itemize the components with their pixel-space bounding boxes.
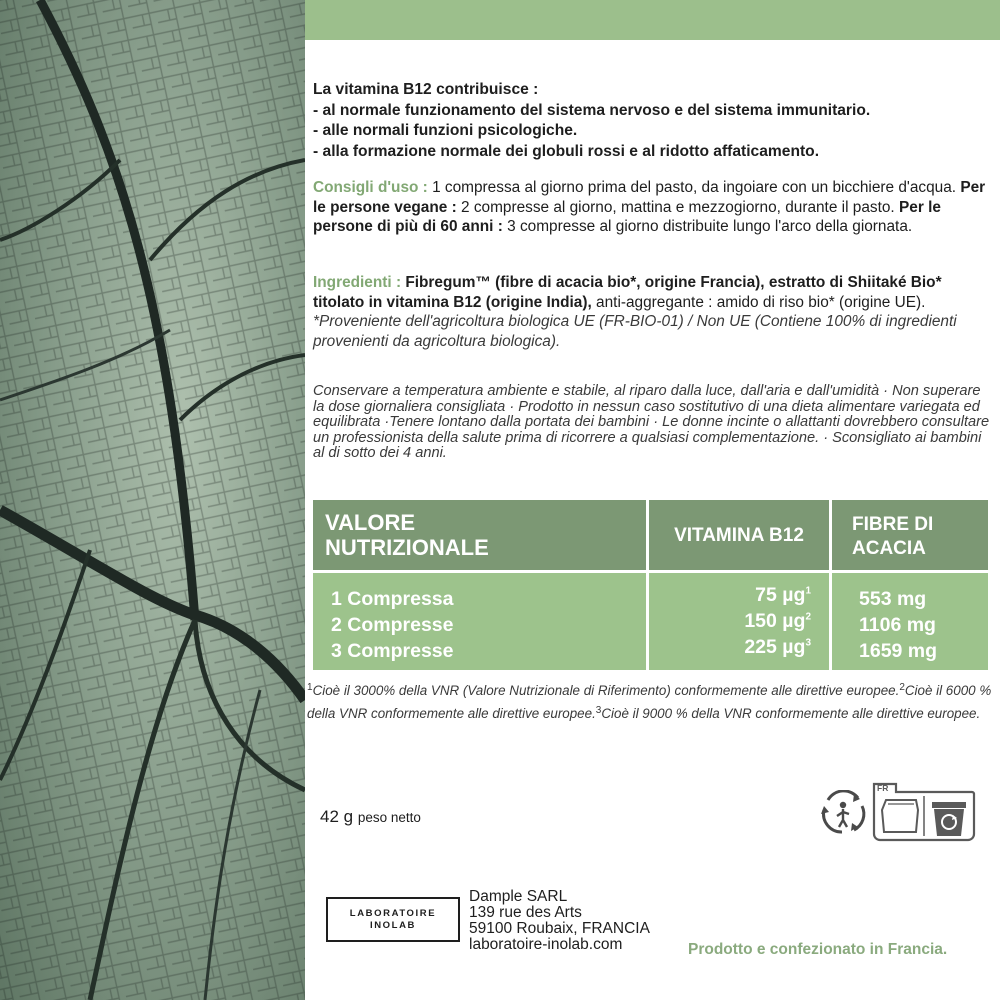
header-text: NUTRIZIONALE [325, 535, 489, 560]
footnote-ref: 3 [805, 637, 811, 649]
fibre-value: 553 mg [859, 588, 927, 610]
footnote-text: Cioè il 6000 % della VNR conformemente alle direttive europee. [307, 683, 992, 721]
leaf-veins-illustration [0, 0, 305, 1000]
manufacturer-address [469, 889, 650, 953]
table-cell [649, 582, 811, 608]
table-column-fibre [832, 573, 988, 670]
ingredients-secondary: anti-aggregante : amido di riso bio* (origine UE). [591, 293, 926, 311]
triman-icon [820, 790, 870, 834]
made-in-france-text: Prodotto e confezionato in Francia. [688, 941, 948, 958]
footnotes [307, 678, 997, 723]
website-text: laboratoire-inolab.com [469, 936, 623, 953]
claim-item: - alla formazione normale dei globuli rossi e al ridotto affaticamento. [313, 142, 820, 160]
footnote-number: 3 [595, 704, 602, 716]
header-text: ACACIA [852, 538, 926, 559]
table-header-label [313, 500, 646, 570]
fibre-value: 1106 mg [859, 614, 936, 636]
vegan-label: Per le persone vegane : [313, 179, 986, 216]
footnote-number: 2 [899, 682, 905, 693]
logo-text: LABORATOIRE [349, 907, 437, 919]
header-text: FIBRE DI [852, 514, 934, 535]
recycle-bin-icon [932, 802, 966, 836]
table-row-label: 2 Compresse [331, 614, 454, 636]
table-row-label: 3 Compresse [331, 640, 454, 662]
claims-title: La vitamina B12 contribuisce : [313, 81, 539, 98]
b12-value: 75 µg [755, 584, 806, 606]
table-column-dose [313, 573, 646, 670]
footnote-number: 1 [307, 682, 313, 693]
table-row-label: 1 Compressa [331, 588, 454, 610]
top-accent-band [305, 0, 1000, 40]
ingredients-label: Ingredienti : [313, 274, 402, 291]
fr-badge-label: FR [877, 783, 889, 793]
b12-value: 225 µg [744, 636, 806, 658]
net-weight [320, 807, 421, 827]
table-cell [649, 608, 811, 634]
company-name: Dample SARL [469, 888, 568, 905]
storage-warnings: Conservare a temperatura ambiente e stabile, al riparo dalla luce, dall'aria e dall'umidità · Non superare la dose giornaliera consigliata · Prodotto in nessun caso sostitutivo di una dieta alimentare variegata ed equilibrata ·Tenere lontano dalla portata dei bambini · Le donne incinte o allattanti dovrebbero consultare un professionista della salute prima di ricorrere a qualsiasi complementazione. · Sconsigliato ai bambini al di sotto dei 4 anni. [313, 383, 990, 462]
ingredients [313, 273, 988, 351]
recycling-info-badge [872, 782, 976, 842]
address-street: 139 rue des Arts [469, 904, 582, 921]
table-header-b12: VITAMINA B12 [649, 500, 829, 570]
footnote-ref: 2 [805, 611, 811, 623]
usage-instructions [313, 178, 988, 237]
organic-note: *Proveniente dell'agricoltura biologica UE (FR-BIO-01) / Non UE (Contiene 100% di ingredienti provenienti da agricoltura biologica). [313, 313, 957, 350]
claim-item: - alle normali funzioni psicologiche. [313, 122, 578, 139]
footnote-ref: 1 [805, 585, 811, 597]
table-header-fibre [832, 500, 988, 570]
address-city: 59100 Roubaix, FRANCIA [469, 920, 650, 937]
footnote-text: Cioè il 3000% della VNR (Valore Nutrizionale di Riferimento) conformemente alle direttive europee. [312, 683, 900, 698]
fibre-value: 1659 mg [859, 640, 938, 662]
footnote-text: Cioè il 9000 % della VNR conformemente alle direttive europee. [601, 705, 981, 721]
b12-value: 150 µg [744, 610, 806, 632]
laboratoire-inolab-logo [326, 897, 460, 942]
claim-item: - al normale funzionamento del sistema nervoso e del sistema immunitario. [313, 101, 871, 119]
usage-text: 1 compressa al giorno prima del pasto, da ingoiare con un bicchiere d'acqua. [427, 179, 961, 196]
net-weight-value: 42 g [320, 807, 354, 826]
over60-label: Per le persone di più di 60 anni : [313, 198, 941, 235]
net-weight-label: peso netto [357, 810, 421, 825]
vegan-text: 2 compresse al giorno, mattina e mezzogiorno, durante il pasto. [456, 198, 899, 216]
over60-text: 3 compresse al giorno distribuite lungo l'arco della giornata. [502, 218, 913, 235]
logo-text: INOLAB [369, 919, 416, 931]
nutrition-table [313, 500, 988, 670]
usage-label: Consigli d'uso : [313, 179, 428, 196]
table-cell [649, 634, 811, 660]
header-text: VALORE [325, 510, 416, 535]
ingredients-main: Fibregum™ (fibre di acacia bio*, origine Francia), estratto di Shiitaké Bio* titolato in vitamina B12 (origine India), [313, 274, 942, 311]
leaf-texture-image [0, 0, 305, 1000]
health-claims [313, 80, 988, 162]
table-column-b12 [649, 573, 829, 670]
